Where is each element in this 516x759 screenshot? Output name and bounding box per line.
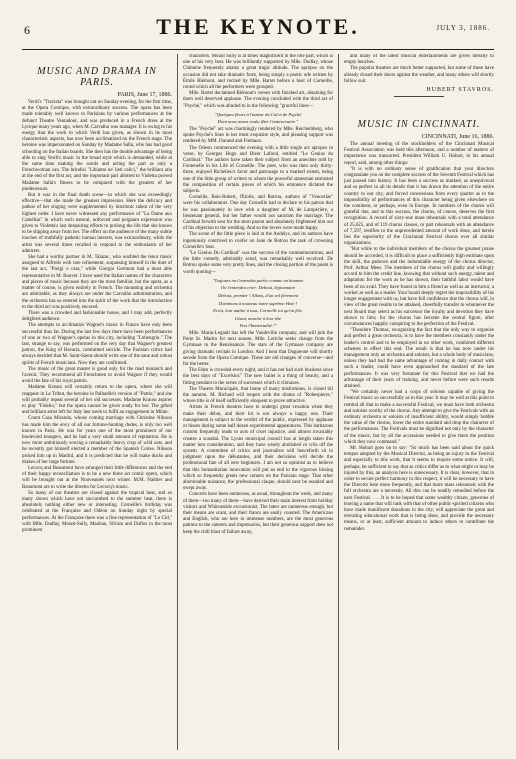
verse-line: Dont nous avons voulu fêter l'anniversaire."	[217, 119, 299, 125]
paragraph: The music of the great master is good only for the mad monarch and l'avenir. They recommend all Frenchmen to avoid Wagner if they would avoid the fate of his royal patron.	[22, 366, 172, 385]
paragraph: There was a crowded and fashionable house, and I may add, perfectly delighted audience.	[22, 310, 172, 323]
paragraph: "We certainly never had a corps of soloists capable of giving the Festival music so successfully as in this year. It may be well at this point to remind all that to make a successful Festival, we must have both orchestra and soloists worthy of the chorus. Any attempt to give the Festivals with an ordinary orchestra or soloists of insufficient ability, would simply hobble the value of the chorus, lower the entire standard and drop the character of the performances. The Festivals must be dignified not only by the character of the music, but by all the accessions needed to give them the position which they now command."	[344, 390, 494, 445]
paragraph: Verdi's "Traviata" was brought out on Sunday evening, for the first time, at the Opera Comique, with extraordinary success. The opera has been made tolerably well known to Parisians by various performances at the defunct Theatre Ventadour, and was produced in a French dress at the Lyrique many years ago, when M. Carvalho was manager. It is owing to his energy that the work to which Verdi has given, as shown in its most characteristic aspects, has now been acclimatized on the French stage. The heroine was impersonated on Sunday by Madame Salla, who has had good schooling on the Italian boards. She then has the double advantage of being able to sing Verdi's music in the broad style which is demanded, while at the same time making the words and acting the part as only a Frenchwoman can. The brindisi "Libiamo ne' lieti calici," the brilliant aria at the end of the first act, and the important part allotted to Violetta proved Madame Salla's fitness to be compared with the greatest of her predecessors.	[22, 100, 172, 192]
issue-date: JULY 3, 1886.	[436, 24, 490, 32]
paragraph: The scene of the little piece is laid at the Andelys, and its authors have ingeniously contrived to confer on Jean de Rotrou the task of crowning Corneille's bust.	[183, 232, 333, 250]
section-separator	[394, 96, 444, 97]
paragraph: Madame Krauss will certainly return to the opera, where she will reappear in Le Tribut, the heroine in Palhadile's version of "Patrie," and she will probably repeat several of her old successes. Madame Krauss aspires to play "Fidelio," but the opera cannot be given ready for her. The gifted and brilliant artist left for Italy last week to fulfil an engagement in Milan.	[22, 385, 172, 416]
article-dateline: PARIS, June 17, 1886.	[117, 92, 172, 98]
article-dateline: CINCINNATI, June 16, 1886.	[421, 134, 494, 141]
paragraph: The attempts to acclimatize Wagner's music in France have only been successful thus far. During the last few days there have been performances of one or two of Wagner's operas in this city, including "Lohengrin." The last, strange to say, was performed on the very day that Wagner's greatest patron, the King of Bavaria, committed suicide. The Parisian critics had always decided that M. Saint-Saens should write one of the sane and robust spirits of French musicians. Now they are confirmed.	[22, 323, 172, 366]
paragraph: Concerts have been numerous, as usual, throughout the week, and many of them—too many of them—have derived their main interest from holiday visitors and Whitsuntide excursionist. The latter are numerous enough, but their means are scant, and their francs are easily counted. The Americans and English, who are here in immense numbers, are the most generous patrons to the caterers and impresarios, but their generous support does not keep the chill blast of failure away,	[183, 492, 333, 535]
paragraph: "But while to the individual members of the chorus the greatest praise should be accorded, it is difficult to place a sufficiently high estimate upon the skill, the patience and the indomitable energy of the chorus director, Prof. Arthur Mees. The members of the chorus will gladly and willingly accord to him the credit line, knowing that without such energy, talent and adaptation for the work as he has shown, their faithful labor would have been of no avail. They have found in him a friend as well as an instructor, a worker as well as a leader. Your board deeply regret the impossibility of his longer engagement with us, but have full confidence that the chorus will, in view of the great results to be attained, cheerfully transfer to whomever the next Board may select as his successor the loyalty and devotion they have shown to him; for the chorus has become the central figure, after circumstances happily conspiring to the perfection of the Festival.	[344, 247, 494, 327]
paragraph: Count Casa Miranda, whose coming marriage with Christine Nilsson has made him the envy of all our fortune-hunting dudes, is only too well known in Paris. He was for years one of the most prominent of our boulevard loungers, and he had a very small amount of reputation. He is now more ambitiously sowing a remarkably heavy crop of wild oats, and he recently got himself elected a member of the Spanish Cortes. Nilsson picked him up in Madrid, and it is predicted that he will make ducks and drakes of her large fortune.	[22, 416, 172, 465]
paragraph: Artists in French theatres have to undergo great vexation when they make their début, and their lot is not always a happy one. Their management is subject to the verdict of the public, expressed by applause or hisses during some half dozen experimental appearances. This barbarous custom frequently leads to acts of cruel injustice, and almost invariably creates a scandal. The Lyons municipal council has at length taken this matter into consideration, and they have wisely abolished ce crils off the system. A committee of critics and journalists will henceforth sit in judgment upon the débutantes, and their decisions will decide the professional fate of all new beginners. I am not so optimist as to believe that this humanitarian innovation will put an end to the vigorous hissing which so frequently greets new comers on the Parisian stage. That other abominable nuisance, the professional claque, should next be assailed and swept away.	[183, 405, 333, 492]
page-number: 6	[24, 23, 30, 37]
paragraph: Lecocq and Beaumont have arranged their little differences and the end of their happy reconciliation is to be a new three act comic opera, which will be brought out at the Nouveautés next winter. M.M. Naittier and Beaumont are to write the libretto for Lecocq's music.	[22, 465, 172, 490]
paragraph: The Eden is crowded every night, and it has not had such business since the best days of "Excelsior." The new ballet is a thing of beauty, and a fitting pendant to the series of successes which it climaxes.	[183, 368, 333, 386]
paragraph: The annual meeting of the stockholders of the Cincinnati Musical Festival Association was held this afternoon, and a number of matters of importance was transacted. President William U. Hobart, in his annual report, said, among other things:	[344, 142, 494, 166]
paragraph: Mr. Hobart goes on to say: "So much has been said about the quick tempos adopted by the Musical Director, as being an injury to the Festival and especially to this work, that it seems to require some notice. It will, perhaps, be sufficient to say that as critics differ as to what might or may be injured by this, an analysis here is unnecessary. It is clear, however, that in order to secure perfect harmony in this respect, it will be necessary to have the Director here more frequently, and that more mass rehearsals with the full orchestra are a necessity. All this can be readily remedied before the next Festival. . . . It is to be hoped that some wealthy citizen, generous of leaving a name that will rank with that of other public-spirited citizens who have made munificent donations to the city, will appreciate the great and elevating educational work that is being done, and provide the necessary means, or at least, sufficient amount to induce others to contribute the remainder.	[344, 445, 494, 532]
article-signature: HUBERT STAVROS.	[426, 87, 494, 94]
paragraph: She had a worthy partner in M. Talazac, who warbled the tenor music assigned to Alfredo with rare refinement, surpassing himself in the duet of the last act, "Parigi o cara," while Giorgio Germont had a most able representative in M. Bouvet. I have used the Italian names of the characters and pieces of music because they are the most familiar, but the opera, as a matter of course, is given entirely in French. The mounting and orchestra are admirable, as they always are under the Carvalho administration, and the orchestra has so entered into the spirit of the work that the introduction to the third act was positively encored.	[22, 255, 172, 310]
paragraph: So many of our theatres are closed against the tropical heat, and so many shows which have not succumbed to the summer heat, there is absolutely nothing either new or interesting. Corneille's birthday was celebrated at the Française and Odéon on Sunday night by special performances. At the Française there was a fine representation of "Le Cid," with Mlle. Dudlay, Mount-Sully, Mauban, Silvain and Duflos in the most prominent	[22, 490, 172, 534]
header-rule	[22, 49, 494, 50]
paragraph: "Theodore Thomas, recognizing the fact that the only way to organize and perfect a great orchestra, is to have the members constantly under the leader's control and to be employed in no other work, combined different schemes to effect this end. The result is that he has now under his management only an orchestra and soloists, but a whole body of musicians, unless they had had the same advantage of coming in daily contact with such a leader, could have even approached the standard of the late performances. It was very fortunate for this Festival that we had the advantage of their years of training, and never before were such results attained.	[344, 328, 494, 389]
verse-line: "Quelques fleurs à l'auteur du Cid et de Psyché	[214, 111, 302, 117]
paragraph: The "Psyché" act was charmingly rendered by Mlle. Reichemberg, who spoke Psyché's lines in her most exquisite style, and pleasing support was rendered by MM. Durand and Fremaux.	[183, 127, 333, 145]
paragraph: and many of the latest musical entertainments are given literally to empty benches.	[344, 54, 494, 66]
paragraph: "Le Genius Du Cardinal" was the success of the commemorations, and the little comedy, admirably acted, was remarkably well received. De Rotrou spoke some very pretty lines, and the closing portion of the poem is worth quoting—	[183, 251, 333, 275]
verse-line: On t'entendra crier: Debout, légionnaire	[220, 285, 296, 291]
verse-line: Debout, premier ! Allons, d'un vol fièrement	[217, 293, 299, 299]
paragraph: characters. Mount Sully is at times magnificent in the rôle part, which is one of his very best. He was brilliantly supported by Mlle. Dudlay, whose Chimène frequently attains a great tragic altitude. The apropos on the occasion did not take dramatic form, being simply a poetic ode written by Émile Blémont, and recited by Mlle. Bartet before a bust of Corneille, round which all the performers were grouped.	[183, 54, 333, 91]
paragraph: But it was in the final death scene—in which she was exceedingly effective—that she made the greatest impression. Here the delicacy and pathos of her singing were supplemented by histrionic talent of the very highest order. I have never witnessed any performance of "La Dame aux Camélias" in which such natural, unforced and poignant expression was given to Violetta's last despairing efforts to prolong the life that she knows to be slipping away from her. The effect on the audience of the many subtle touches of truthfully pathetic human interest, was extraordinary, while the artist was several times recalled to respond to the enthusiasm of her admirers.	[22, 193, 172, 254]
paragraph: The Theatre Municipale, that home of many misfortunes, is closed till the autumn. M. Richard will reopen with the drama of "Robespierre," whose title is of itself sufficiently eloquent to prove attractive.	[183, 386, 333, 405]
columns	[22, 54, 494, 754]
paragraph: The Odeon commenced the evening with a little single act apropos in verse, by Georges Hugo and Rizer Lafond, entitled "Le Genius du Cardinal." The authors have taken their subject from an anecdote told by Fontenelle in his Life of Corneille. The poet, who was then only thirty-three, enjoyed Richelieu's favor and patronage to a marked extent, being one of the little group of writers to whom the powerful statesman entrusted the composition of certain pieces of which his eminence dictated the subjects.	[183, 145, 333, 195]
verse-line: Vers l'Immortalité !"	[239, 323, 277, 329]
paragraph: "It is with no ordinary sense of gratification that your directors congratulate you on the complete success of the Seventh Festival which has just passed into history. It has been a success as marked, as unequivocal and so perfect in all its details that it has drawn the attention of the entire country to our city, and forced concessions from every quarter as to the impossibility of performances of this character being given elsewhere on the continent, or perhaps, even in Europe. In numbers of the chorus will grateful due, and to this success, the chorus, of course, deserves the first recognition. A record of sixty-one mass rehearsals with a total attendance of 25,625, and of 119 chorus classes, or part rehearsals with an attendance of 7,597, testifies to the unprecedented amount of work done, and herein lies the superiority of the Cincinnati Festival chorus over all similar organizations.	[344, 166, 494, 247]
column-3	[344, 54, 494, 754]
page-header	[22, 10, 494, 50]
verse-line: Et toi, leur maître à tous, Corneille toi qu'on fête,	[213, 308, 303, 314]
paragraph: Mlle. Bartet declaimed Blémont's verses with finished art, obtaining for them well deserved applause. The evening concluded with the third act of "Psyché," which was alluded to in the following "graceful lines—	[183, 91, 333, 109]
article-title-cincinnati: MUSIC IN CINCINNATI.	[357, 119, 481, 131]
column-2	[183, 54, 333, 754]
verse-line: Géant, marche à leur tête	[234, 315, 282, 321]
column-1	[22, 54, 172, 754]
verse-line: Dominons à nouveau notre suprême Hote !	[218, 300, 298, 306]
paragraph: The popular theatres are much better supported, but some of these have already closed their doors against the weather, and many others will shortly follow suit.	[344, 66, 494, 84]
verse-line: "Toujours on t'entendra parler comme un honnete	[212, 277, 304, 283]
paragraph: Mlle. Maria-Legault has left the Vaudeville company, and will join the Porte St. Martin for next season. Mlle. Leriche seeks change from the Gymnase to the Renaissance. The stars of the Gymnase company are giving dramatic recitals in London. And I hear that Dugueone will shortly secede from the Opera Comique. These are old changes of converse—and for the better.	[183, 331, 333, 368]
paragraph: Corneille, Bois-Robert, l'Etoile, and Rotrou, authors of "Venceslas" were his collaborators. One day Corneille had to declare to his patron that he was passionately in love with a daughter of M. de Lampérière, a lieutenant general, but her father would not sanction the marriage. The Cardinal forwith sent for the stern parent and absolutely frightened him out of his objection to the wedding. And so the lovers were made happy.	[183, 195, 333, 232]
article-title-paris: MUSIC AND DRAMA IN PARIS.	[37, 66, 157, 88]
masthead-title: THE KEYNOTE.	[156, 14, 360, 39]
